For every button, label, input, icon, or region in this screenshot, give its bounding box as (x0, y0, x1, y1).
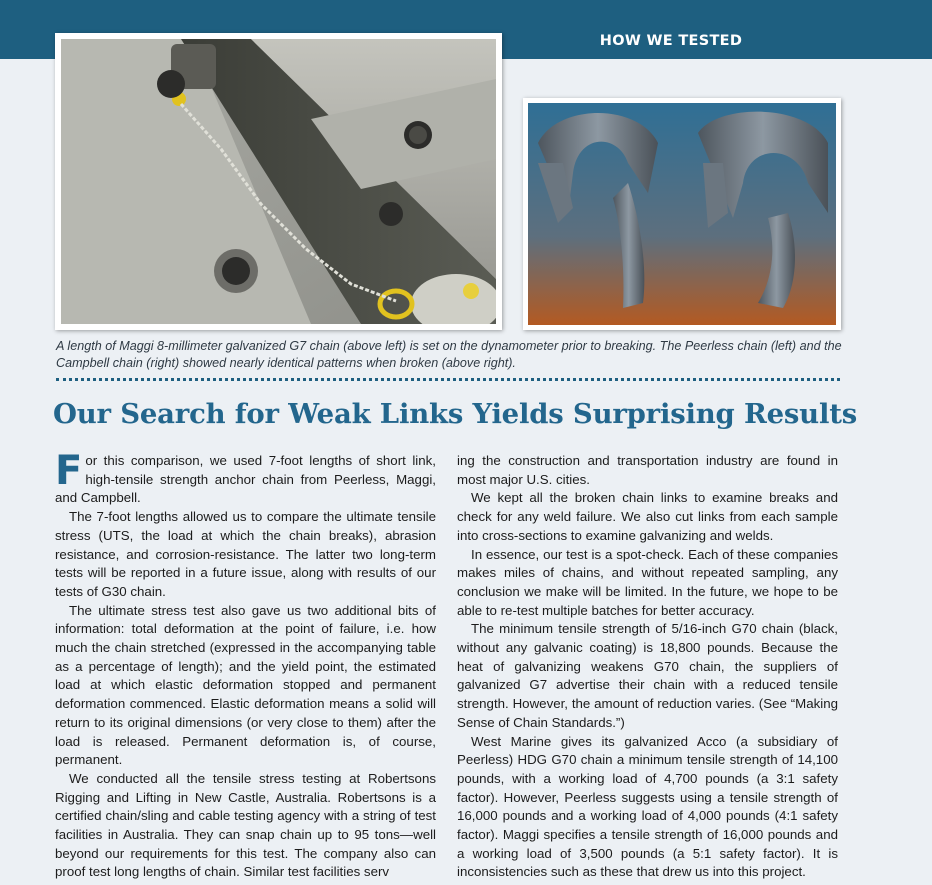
article-paragraph (55, 448, 436, 508)
article-paragraph: We kept all the broken chain links to examine breaks and check for any weld failure. We also cut links from each sample into cross-sections to examine galvanizing and welds. (457, 490, 838, 543)
article-paragraph: We conducted all the tensile stress testing at Robertsons Rigging and Lifting in New Castle, Australia. Robertsons is a certified chain/sling and cable testing agency with a string of test facilities in Australia. They can snap chain up to 95 tons—well beyond our requirements for this test. The company also can proof test long lengths of chain. Similar test facilities serv (55, 770, 436, 880)
article-headline: Our Search for Weak Links Yields Surprising Results (53, 398, 858, 430)
article-paragraph: In essence, our test is a spot-check. Each of these companies makes miles of chains, and without repeated sampling, any conclusion we make will be limited. In the future, we hope to be able to re-test multiple batches for better accuracy. (457, 546, 838, 618)
article-paragraph: West Marine gives its galvanized Acco (a subsidiary of Peerless) HDG G70 chain a minimum tensile strength of 14,100 pounds, with a working load of 4,700 pounds (a 3:1 safety factor). However, Peerless suggests using a tensile strength of 16,000 pounds and a working load of 4,000 pounds (4:1 safety factor). Maggi specifies a tensile strength of 16,000 pounds and a working load of 3,500 pounds (a 5:1 safety factor). It is inconsistencies such as these that drew us into this project. (457, 733, 838, 880)
article-column-right (457, 452, 838, 882)
drop-cap: F (55, 448, 83, 494)
broken-links-photo (523, 98, 841, 330)
lead-text: or this comparison, we used 7-foot lengths of short link, high-tensile strength anchor chain from Peerless, Maggi, and Campbell. (55, 453, 436, 506)
article-paragraph: The 7-foot lengths allowed us to compare the ultimate tensile stress (UTS, the load at which the chain breaks), abrasion resistance, and corrosion-resistance. The latter two long-term tests will be reported in a future issue, along with results of our tests of G30 chain. (55, 509, 436, 599)
article-paragraph: The minimum tensile strength of 5/16-inch G70 chain (black, without any galvanic coating) is 18,800 pounds. Because the heat of galvanizing weakens G70 chain, the suppliers of galvanized G7 advertise their chain with a reduced tensile strength. However, the amount of reduction varies. (See “Making Sense of Chain Standards.”) (457, 621, 838, 730)
photo-caption: A length of Maggi 8-millimeter galvanized G7 chain (above left) is set on the dynamometer prior to breaking. The Peerless chain (left) and the Campbell chain (right) showed nearly identical patterns when broken (above right). (56, 339, 842, 370)
article-column-left (55, 448, 436, 882)
dotted-divider (56, 378, 840, 381)
dynamometer-photo (55, 33, 502, 330)
article-paragraph: ing the construction and transportation industry are found in most major U.S. cities. (457, 453, 838, 487)
article-paragraph: The ultimate stress test also gave us two additional bits of information: total deformation at the point of failure, i.e. how much the chain stretched (expressed in the accompanying table as a percentage of length); and the yield point, the estimated load at which elastic deformation stopped and permanent deformation commenced. Elastic deformation means a solid will return to its original dimensions (or very close to them) after the load is released. Permanent deformation is, of course, permanent. (55, 602, 436, 768)
section-label: HOW WE TESTED (599, 33, 743, 49)
